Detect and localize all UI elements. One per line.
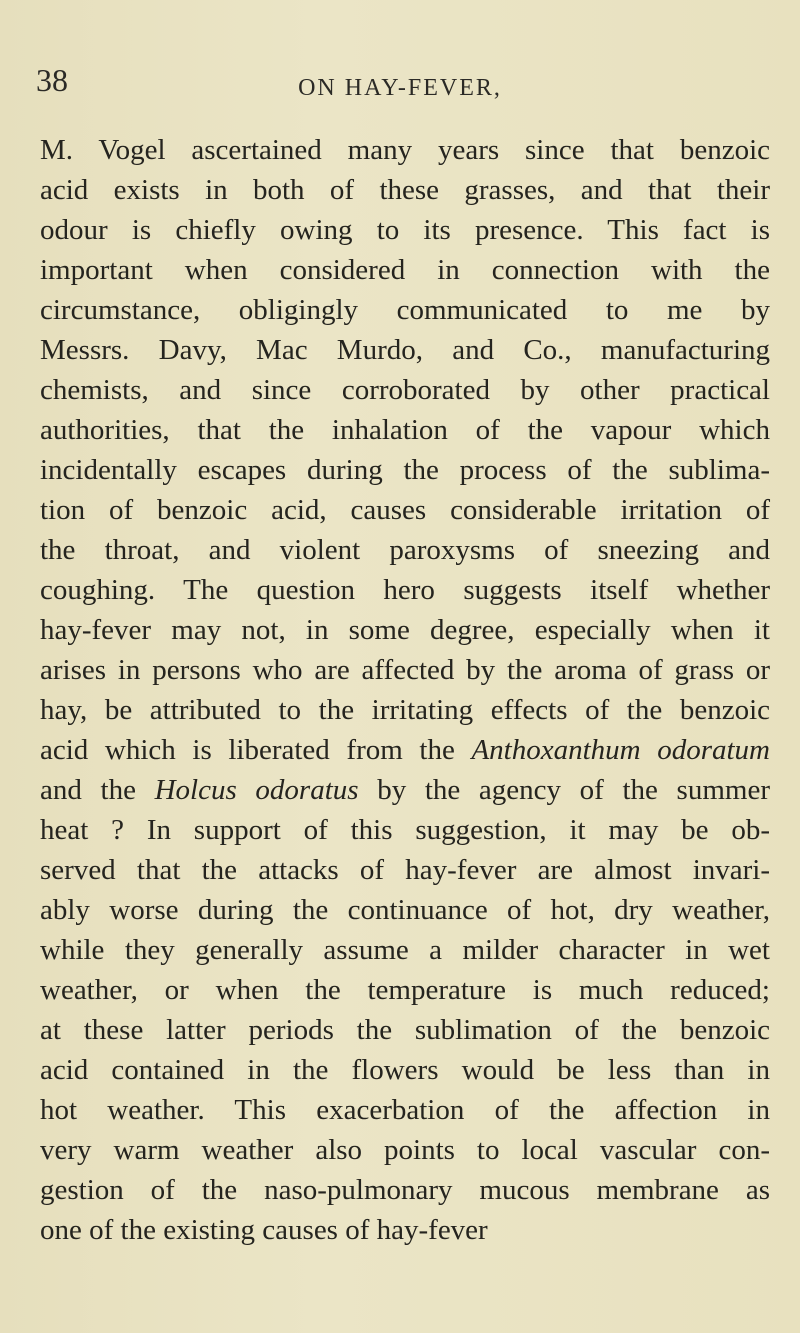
text-line: hay, be attributed to the irritating effects of the benzoic xyxy=(40,694,770,726)
text-line: acid contained in the flowers would be less than in xyxy=(40,1054,770,1086)
text-line: while they generally assume a milder character in wet xyxy=(40,934,770,966)
text-line: important when considered in connection with the xyxy=(40,254,770,286)
text-line: M. Vogel ascertained many years since that benzoic xyxy=(40,134,770,166)
text-line: hot weather. This exacerbation of the affection in xyxy=(40,1094,770,1126)
text-line: weather, or when the temperature is much reduced; xyxy=(40,974,770,1006)
italic-term: Anthoxanthum odoratum xyxy=(471,734,770,766)
italic-term: Holcus odoratus xyxy=(154,774,359,806)
text-line-with-italic xyxy=(40,730,770,770)
text-line-with-italic xyxy=(40,770,770,810)
text-line: coughing. The question hero suggests itself whether xyxy=(40,574,770,606)
body-paragraph xyxy=(40,130,770,1250)
text-line: arises in persons who are affected by the aroma of grass or xyxy=(40,654,770,686)
text-segment: acid which is liberated from the xyxy=(40,734,472,766)
text-line: chemists, and since corroborated by other practical xyxy=(40,374,770,406)
text-segment: and the xyxy=(40,774,155,806)
text-line: Messrs. Davy, Mac Murdo, and Co., manufacturing xyxy=(40,334,770,366)
text-line: one of the existing causes of hay-fever xyxy=(40,1214,488,1246)
running-head: ON HAY-FEVER, xyxy=(298,75,502,101)
text-line: at these latter periods the sublimation of the benzoic xyxy=(40,1014,770,1046)
text-line: hay-fever may not, in some degree, especially when it xyxy=(40,614,770,646)
text-line: served that the attacks of hay-fever are almost invari- xyxy=(40,854,770,886)
text-line: incidentally escapes during the process of the sublima- xyxy=(40,454,770,486)
text-line: tion of benzoic acid, causes considerable irritation of xyxy=(40,494,770,526)
page-number: 38 xyxy=(36,62,68,98)
text-line: odour is chiefly owing to its presence. This fact is xyxy=(40,214,770,246)
text-line: acid exists in both of these grasses, and that their xyxy=(40,174,770,206)
text-segment: by the agency of the summer xyxy=(358,774,770,806)
text-line: gestion of the naso-pulmonary mucous membrane as xyxy=(40,1174,770,1206)
text-line: very warm weather also points to local vascular con- xyxy=(40,1134,770,1166)
text-line: circumstance, obligingly communicated to me by xyxy=(40,294,770,326)
text-line: authorities, that the inhalation of the vapour which xyxy=(40,414,770,446)
text-line: ably worse during the continuance of hot, dry weather, xyxy=(40,894,770,926)
text-line: the throat, and violent paroxysms of sneezing and xyxy=(40,534,770,566)
text-line: heat ? In support of this suggestion, it may be ob- xyxy=(40,814,770,846)
